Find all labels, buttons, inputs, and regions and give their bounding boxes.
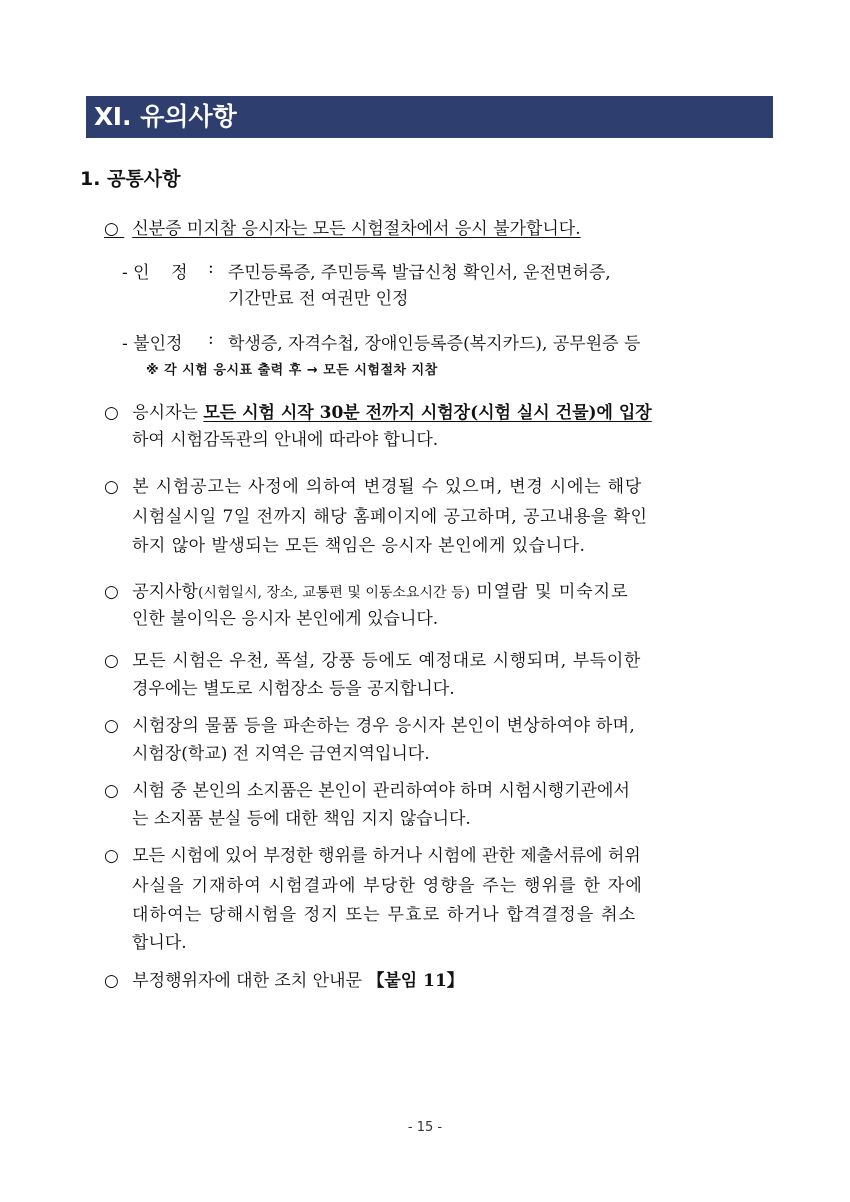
item-3-text-post: 미열람 및 미숙지로 — [469, 582, 629, 602]
item-5-text: 시험장의 물품 등을 파손하는 경우 응시자 본인이 변상하여야 하며, — [132, 716, 636, 736]
item-3-text-pre: 공지사항 — [132, 582, 198, 602]
bullet: ○ — [104, 219, 119, 239]
id-notice-text: 신분증 미지참 응시자는 모든 시험절차에서 응시 불가합니다. — [132, 219, 581, 239]
item-2-line-3: 하지 않아 발생되는 모든 책임은 응시자 본인에게 있습니다. — [132, 536, 586, 556]
item-6-line-2: 는 소지품 분실 등에 대한 책임 지지 않습니다. — [132, 809, 471, 829]
item-6-text: 시험 중 본인의 소지품은 본인이 관리하여야 하며 시험시행기관에서 — [132, 781, 630, 801]
item-1-line-2: 하여 시험감독관의 안내에 따라야 합니다. — [132, 430, 439, 450]
id-notice-line — [104, 214, 581, 239]
item-2-line-1 — [104, 472, 642, 497]
item-3-text-small: (시험일시, 장소, 교통편 및 이동소요시간 등) — [197, 585, 470, 601]
rejected-label: - 불인정 — [122, 334, 183, 354]
item-5-line-2: 시험장(학교) 전 지역은 금연지역입니다. — [132, 744, 430, 764]
accepted-line-2: 기간만료 전 여권만 인정 — [228, 289, 409, 309]
chapter-title-banner: Ⅺ. 유의사항 — [86, 96, 773, 138]
bullet: ○ — [104, 846, 119, 866]
item-8-attachment-ref: 【붙임 11】 — [367, 971, 464, 991]
accepted-line-1: 주민등록증, 주민등록 발급신청 확인서, 운전면허증, — [228, 263, 611, 283]
rejected-text: 학생증, 자격수첩, 장애인등록증(복지카드), 공무원증 등 — [228, 334, 641, 354]
item-1-text-pre: 응시자는 — [132, 403, 204, 423]
item-1-line-1 — [104, 398, 652, 423]
item-5-line-1 — [104, 711, 635, 736]
item-1-emphasis: 모든 시험 시작 30분 전까지 시험장(시험 실시 건물)에 입장 — [203, 403, 652, 423]
bullet: ○ — [104, 582, 119, 602]
item-2-text: 본 시험공고는 사정에 의하여 변경될 수 있으며, 변경 시에는 해당 — [132, 477, 643, 497]
item-8-text-pre: 부정행위자에 대한 조치 안내문 — [132, 971, 368, 991]
page-number: - 15 - — [407, 1120, 443, 1135]
bullet: ○ — [104, 477, 119, 497]
bullet: ○ — [104, 403, 119, 423]
accepted-colon: : — [208, 258, 214, 278]
item-7-text: 모든 시험에 있어 부정한 행위를 하거나 시험에 관한 제출서류에 허위 — [132, 846, 641, 866]
item-3-line-2: 인한 불이익은 응시자 본인에게 있습니다. — [132, 609, 439, 629]
bullet: ○ — [104, 716, 119, 736]
item-6-line-1 — [104, 776, 630, 801]
id-note: ※ 각 시험 응시표 출력 후 → 모든 시험절차 지참 — [146, 363, 438, 378]
rejected-colon: : — [208, 329, 214, 349]
item-7-line-2: 사실을 기재하여 시험결과에 부당한 영향을 주는 행위를 한 자에 — [132, 876, 644, 896]
bullet: ○ — [104, 971, 119, 991]
item-7-line-4: 합니다. — [132, 933, 187, 953]
item-4-line-1 — [104, 646, 641, 671]
bullet: ○ — [104, 651, 119, 671]
item-3-line-1 — [104, 577, 629, 602]
item-8-line-1 — [104, 966, 464, 991]
accepted-label: - 인 정 — [122, 263, 188, 283]
bullet: ○ — [104, 781, 119, 801]
section-title: 1. 공통사항 — [80, 168, 181, 190]
item-2-line-2: 시험실시일 7일 전까지 해당 홈페이지에 공고하며, 공고내용을 확인 — [132, 507, 648, 527]
item-7-line-1 — [104, 841, 641, 866]
item-7-line-3: 대하여는 당해시험을 정지 또는 무효로 하거나 합격결정을 취소 — [132, 905, 637, 925]
item-4-text: 모든 시험은 우천, 폭설, 강풍 등에도 예정대로 시행되며, 부득이한 — [132, 651, 641, 671]
item-4-line-2: 경우에는 별도로 시험장소 등을 공지합니다. — [132, 679, 455, 699]
